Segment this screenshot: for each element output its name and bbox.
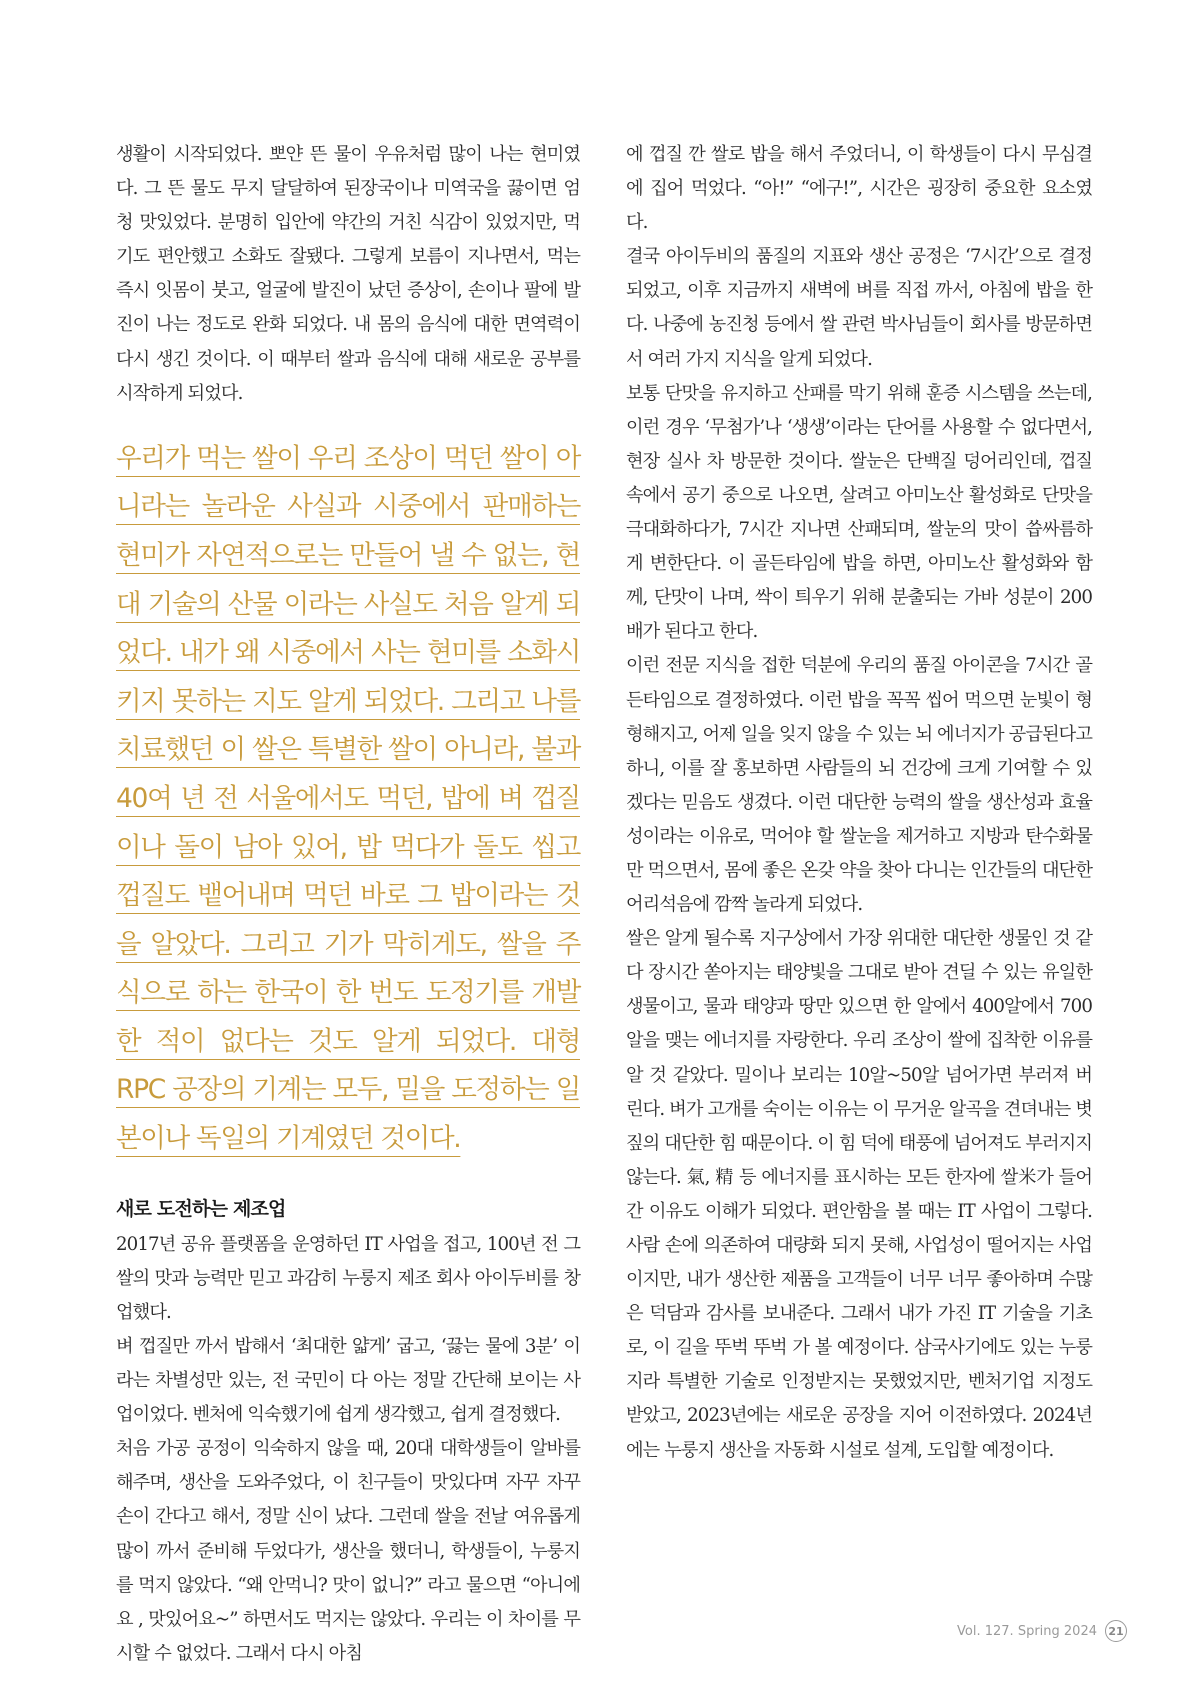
body-paragraph: 에 껍질 깐 쌀로 밥을 해서 주었더니, 이 학생들이 다시 무심결에 집어 먹었다. “아!” “에구!”, 시간은 굉장히 중요한 요소였다. [626,144,1092,234]
body-paragraph: 벼 껍질만 까서 밥해서 ‘최대한 얇게’ 굽고, ‘끓는 물에 3분’ 이라는 차별성만 있는, 전 국민이 다 아는 정말 간단해 보이는 사업이었다. 벤처에 익숙했기에 쉽게 생각했고, 쉽게 결정했다. [116,1335,580,1426]
page-number: 21 [1105,1620,1127,1642]
section-heading: 새로 도전하는 제조업 [116,1197,286,1220]
body-paragraph: 2017년 공유 플랫폼을 운영하던 IT 사업을 접고, 100년 전 그 쌀의 맛과 능력만 믿고 과감히 누룽지 제조 회사 아이두비를 창업했다. [116,1233,580,1323]
body-paragraph: 결국 아이두비의 품질의 지표와 생산 공정은 ‘7시간’으로 결정되었고, 이후 지금까지 새벽에 벼를 직접 까서, 아침에 밥을 한다. 나중에 농진청 등에서 쌀 관련 박사님들이 회사를 방문하면서 여러 가지 지식을 알게 되었다. [626,246,1092,370]
pull-quote-text: 우리가 먹는 쌀이 우리 조상이 먹던 쌀이 아니라는 놀라운 사실과 시중에서 판매하는 현미가 자연적으로는 만들어 낼 수 없는, 현대 기술의 산물 이라는 사실도 처음 알게 되었다. 내가 왜 시중에서 사는 현미를 소화시키지 못하는 지도 알게 되었다. 그리고 나를 치료했던 이 쌀은 특별한 쌀이 아니라, 불과 40여 년 전 서울에서도 먹던, 밥에 벼 껍질이나 돌이 남아 있어, 밥 먹다가 돌도 씹고 껍질도 뱉어내며 먹던 바로 그 밥이라는 것을 알았다. 그리고 기가 막히게도, 쌀을 주식으로 하는 한국이 한 번도 도정기를 개발한 적이 없다는 것도 알게 되었다. 대형 RPC 공장의 기계는 모두, 밀을 도정하는 일본이나 독일의 기계였던 것이다. [116,442,580,1155]
body-paragraph: 쌀은 알게 될수록 지구상에서 가장 위대한 대단한 생물인 것 같다 장시간 쏟아지는 태양빛을 그대로 받아 견딜 수 있는 유일한 생물이고, 물과 태양과 땅만 있으면 한 알에서 400알에서 700알을 맺는 에너지를 자랑한다. 우리 조상이 쌀에 집착한 이유를 알 것 같았다. 밀이나 보리는 10알~50알 넘어가면 부러져 버린다. 벼가 고개를 숙이는 이유는 이 무거운 알곡을 견뎌내는 볏짚의 대단한 힘 때문이다. 이 힘 덕에 태풍에 넘어져도 부러지지 않는다. 氣, 精 등 에너지를 표시하는 모든 한자에 쌀米가 들어간 이유도 이해가 되었다. 편안함을 볼 때는 IT 사업이 그렇다. 사람 손에 의존하여 대량화 되지 못해, 사업성이 떨어지는 사업이지만, 내가 생산한 제품을 고객들이 너무 너무 좋아하며 수많은 덕담과 감사를 보내준다. 그래서 내가 가진 IT 기술을 기초로, 이 길을 뚜벅 뚜벅 가 볼 예정이다. 삼국사기에도 있는 누룽지라 특별한 기술로 인정받지는 못했었지만, 벤처기업 지정도 받았고, 2023년에는 새로운 공장을 지어 이전하였다. 2024년에는 누룽지 생산을 자동화 시설로 설계, 도입할 예정이다. [626,928,1092,1461]
issue-label: Vol. 127. Spring 2024 [957,1623,1097,1639]
page-footer [957,1620,1127,1642]
left-column [116,138,580,1671]
body-paragraph: 처음 가공 공정이 익숙하지 않을 때, 20대 대학생들이 알바를 해주며, 생산을 도와주었다, 이 친구들이 맛있다며 자꾸 자꾸 손이 간다고 해서, 정말 신이 났다. 그런데 쌀을 전날 여유롭게 많이 까서 준비해 두었다가, 생산을 했더니, 학생들이, 누룽지를 먹지 않았다. “왜 안먹니? 맛이 없니?” 라고 물으면 “아니에요 , 맛있어요~” 하면서도 먹지는 않았다. 우리는 이 차이를 무시할 수 없었다. 그래서 다시 아침 [116,1438,580,1664]
intro-block [116,138,580,411]
body-paragraph: 보통 단맛을 유지하고 산패를 막기 위해 훈증 시스템을 쓰는데, 이런 경우 ‘무첨가’나 ‘생생’이라는 단어를 사용할 수 없다면서, 현장 실사 차 방문한 것이다. 쌀눈은 단백질 덩어리인데, 껍질 속에서 공기 중으로 나오면, 살려고 아미노산 활성화로 단맛을 극대화하다가, 7시간 지나면 산패되며, 쌀눈의 맛이 씁싸름하게 변한단다. 이 골든타임에 밥을 하면, 아미노산 활성화와 함께, 단맛이 나며, 싹이 틔우기 위해 분출되는 가바 성분이 200배가 된다고 한다. [626,382,1092,643]
right-column [626,138,1092,1468]
intro-paragraph: 생활이 시작되었다. 뽀얀 뜬 물이 우유처럼 많이 나는 현미였다. 그 뜬 물도 무지 달달하여 된장국이나 미역국을 끓이면 엄청 맛있었다. 분명히 입안에 약간의 거친 식감이 있었지만, 먹기도 편안했고 소화도 잘됐다. 그렇게 보름이 지나면서, 먹는 즉시 잇몸이 붓고, 얼굴에 발진이 났던 증상이, 손이나 팔에 발진이 나는 정도로 완화 되었다. 내 몸의 음식에 대한 면역력이 다시 생긴 것이다. 이 때부터 쌀과 음식에 대해 새로운 공부를 시작하게 되었다. [116,144,580,404]
body-paragraph: 이런 전문 지식을 접한 덕분에 우리의 품질 아이콘을 7시간 골든타임으로 결정하였다. 이런 밥을 꼭꼭 씹어 먹으면 눈빛이 형형해지고, 어제 일을 잊지 않을 수 있는 뇌 에너지가 공급된다고 하니, 이를 잘 홍보하면 사람들의 뇌 건강에 크게 기여할 수 있겠다는 믿음도 생겼다. 이런 대단한 능력의 쌀을 생산성과 효율성이라는 이유로, 먹어야 할 쌀눈을 제거하고 지방과 탄수화물만 먹으면서, 몸에 좋은 온갖 약을 찾아 다니는 인간들의 대단한 어리석음에 깜짝 놀라게 되었다. [626,655,1092,916]
pull-quote [116,435,580,1164]
